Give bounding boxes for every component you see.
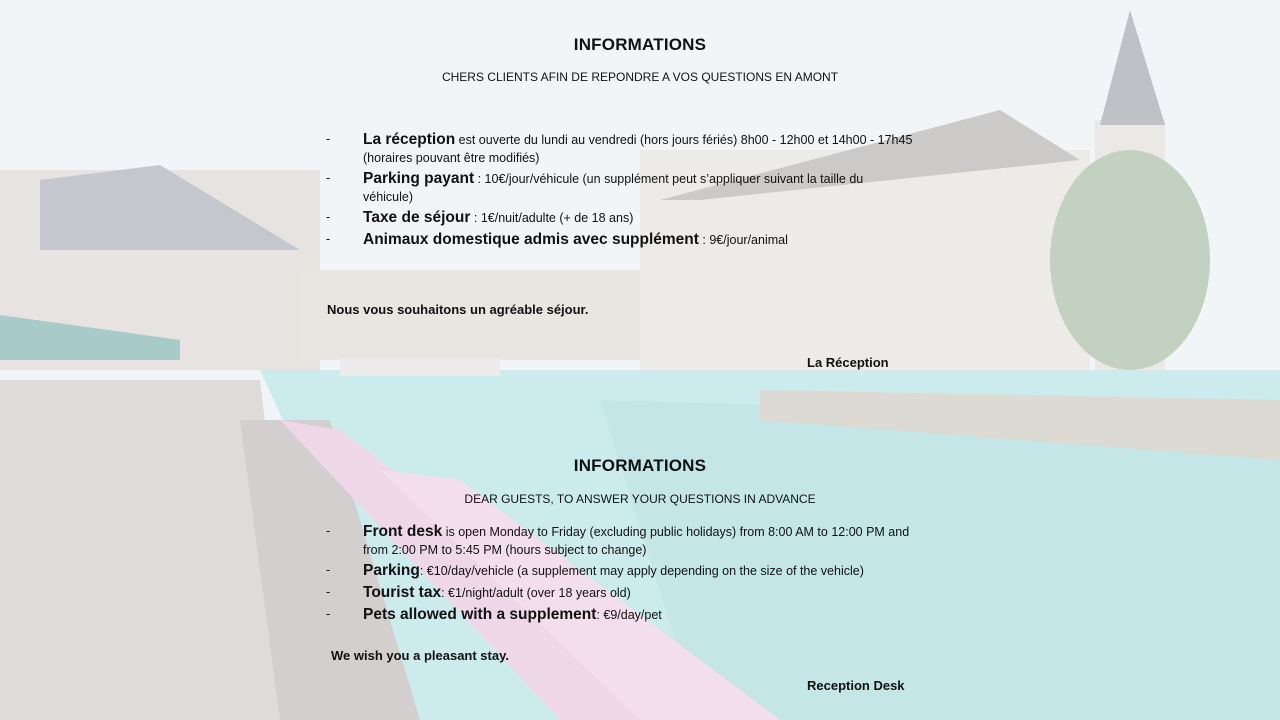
fr-title: INFORMATIONS xyxy=(573,35,707,54)
item-text: : €10/day/vehicle (a supplement may apply depending on the size of the vehicle) xyxy=(419,564,864,578)
item-text: from 2:00 PM to 5:45 PM (hours subject to change) xyxy=(363,543,647,557)
list-item xyxy=(326,604,966,626)
item-text: : 10€/jour/véhicule (un supplément peut s’appliquer suivant la taille du xyxy=(474,172,864,186)
item-key: Tourist tax xyxy=(363,584,442,601)
list-item xyxy=(326,229,966,251)
bullet-dash: - xyxy=(326,210,331,224)
list-item xyxy=(326,129,966,168)
item-text: : €9/day/pet xyxy=(596,608,662,622)
en-subtitle: DEAR GUESTS, TO ANSWER YOUR QUESTIONS IN ADVANCE xyxy=(464,492,816,506)
list-item xyxy=(326,560,966,582)
fr-signature: La Réception xyxy=(807,355,889,370)
en-signature: Reception Desk xyxy=(807,678,905,693)
fr-wish: Nous vous souhaitons un agréable séjour. xyxy=(327,302,589,317)
fr-subtitle: CHERS CLIENTS AFIN DE REPONDRE A VOS QUESTIONS EN AMONT xyxy=(441,70,839,84)
bullet-dash: - xyxy=(326,171,331,185)
bullet-dash: - xyxy=(326,563,331,577)
bullet-dash: - xyxy=(326,132,331,146)
item-text: is open Monday to Friday (excluding public holidays) from 8:00 AM to 12:00 PM and xyxy=(442,525,910,539)
bullet-dash: - xyxy=(326,607,331,621)
item-key: Parking xyxy=(363,562,420,579)
item-text: : 9€/jour/animal xyxy=(698,233,788,247)
item-key: Animaux domestique admis avec supplément xyxy=(363,231,699,248)
bullet-dash: - xyxy=(326,524,331,538)
bullet-dash: - xyxy=(326,232,331,246)
list-item xyxy=(326,168,966,207)
item-text: : €1/night/adult (over 18 years old) xyxy=(441,586,631,600)
item-text: véhicule) xyxy=(363,190,414,204)
item-key: Pets allowed with a supplement xyxy=(363,606,597,623)
item-text: est ouverte du lundi au vendredi (hors jours fériés) 8h00 - 12h00 et 14h00 - 17h45 xyxy=(455,133,913,147)
list-item xyxy=(326,582,966,604)
en-wish: We wish you a pleasant stay. xyxy=(331,648,509,663)
item-text: : 1€/nuit/adulte (+ de 18 ans) xyxy=(470,211,634,225)
en-title: INFORMATIONS xyxy=(573,456,707,475)
list-item xyxy=(326,207,966,229)
item-key: Parking payant xyxy=(363,170,475,187)
item-key: Taxe de séjour xyxy=(363,209,471,226)
fr-info-list xyxy=(326,129,966,251)
list-item xyxy=(326,521,966,560)
item-key: La réception xyxy=(363,131,456,148)
en-info-list xyxy=(326,521,966,626)
item-key: Front desk xyxy=(363,523,443,540)
bullet-dash: - xyxy=(326,585,331,599)
item-text: (horaires pouvant être modifiés) xyxy=(363,151,540,165)
